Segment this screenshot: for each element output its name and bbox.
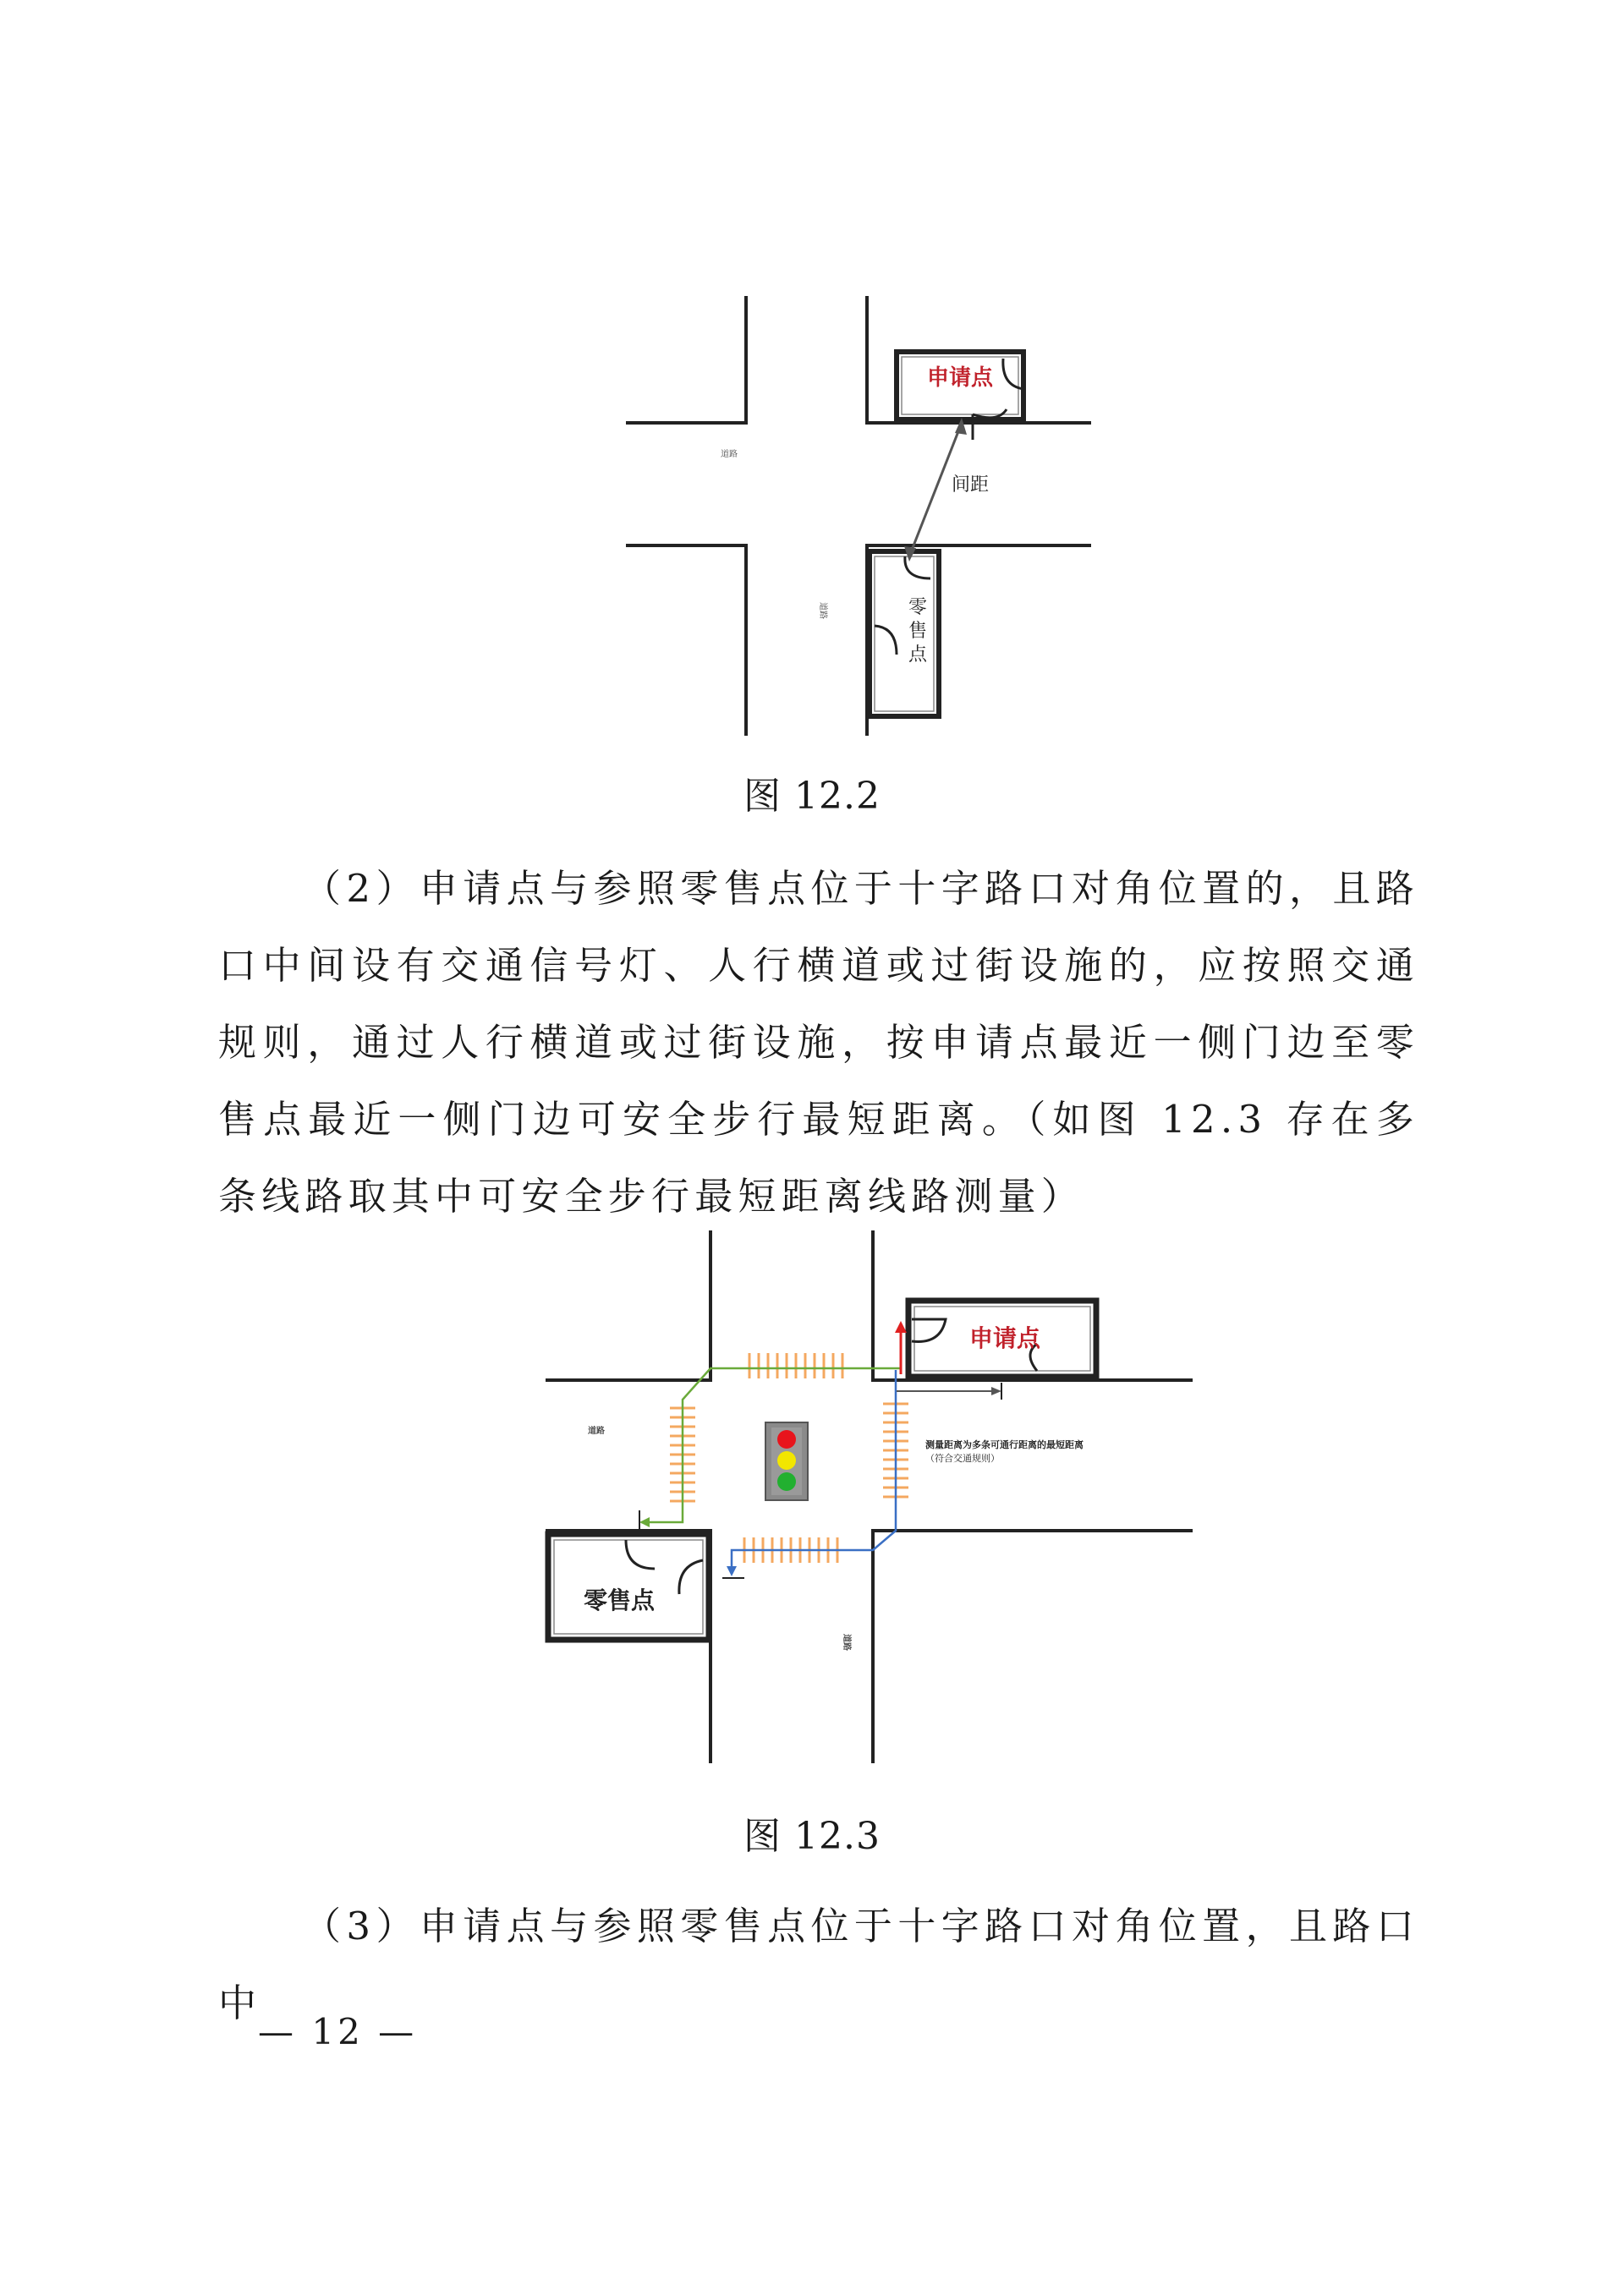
retail-label-char-3: 点 [908,644,928,666]
traffic-light-icon [765,1422,808,1500]
road-edge-top-left [626,296,746,423]
figure-12-2-caption: 图 12.2 [743,775,881,818]
distance-arrow [904,418,989,562]
applicant-label-2: 申请点 [968,1324,1041,1352]
retail-label-char-1: 零 [908,597,928,618]
red-route-arrow [895,1321,907,1374]
retail-label-2: 零售点 [583,1586,656,1614]
road-edge-top-left-2 [546,1230,710,1380]
figure-12-3-diagram [541,1226,1193,1767]
road-label-horizontal: 道路 [721,450,738,459]
paragraph-2-text: （2）申请点与参照零售点位于十字路口对角位置的，且路口中间设有交通信号灯、人行横道或过街设施的，应按照交通规则，通过人行横道或过街设施，按申请点最近一侧门边至零售点最近一侧门边可安全步行最短距离。（如图 12.3 存在多条线路取其中可安全步行最短距离线路测量） [218,866,1419,1219]
figure-12-3-caption: 图 12.3 [743,1815,881,1858]
measurement-note-line-2: （符合交通规则） [925,1453,1000,1464]
crosswalk-top [749,1353,842,1378]
road-label-vertical: 道路 [818,602,827,619]
applicant-label: 申请点 [926,365,994,391]
applicant-building-2 [908,1301,1096,1377]
figure-12-2-diagram [617,288,1100,744]
retail-building-2 [548,1534,709,1640]
retail-building [870,551,939,716]
road-label-horizontal-2: 道路 [588,1427,605,1436]
paragraph-3-text: （3）申请点与参照零售点位于十字路口对角位置，且路口中 [218,1904,1419,2025]
road-edge-bottom-right-2 [873,1531,1193,1763]
road-label-vertical-2: 道路 [842,1634,851,1651]
distance-label: 间距 [952,474,990,496]
measurement-note-line-1: 测量距离为多条可通行距离的最短距离 [925,1439,1084,1450]
retail-label-char-2: 售 [908,621,928,642]
road-edge-bottom-left [626,545,746,736]
measurement-indicator [897,1383,1001,1400]
page-number: — 12 — [258,2011,418,2052]
